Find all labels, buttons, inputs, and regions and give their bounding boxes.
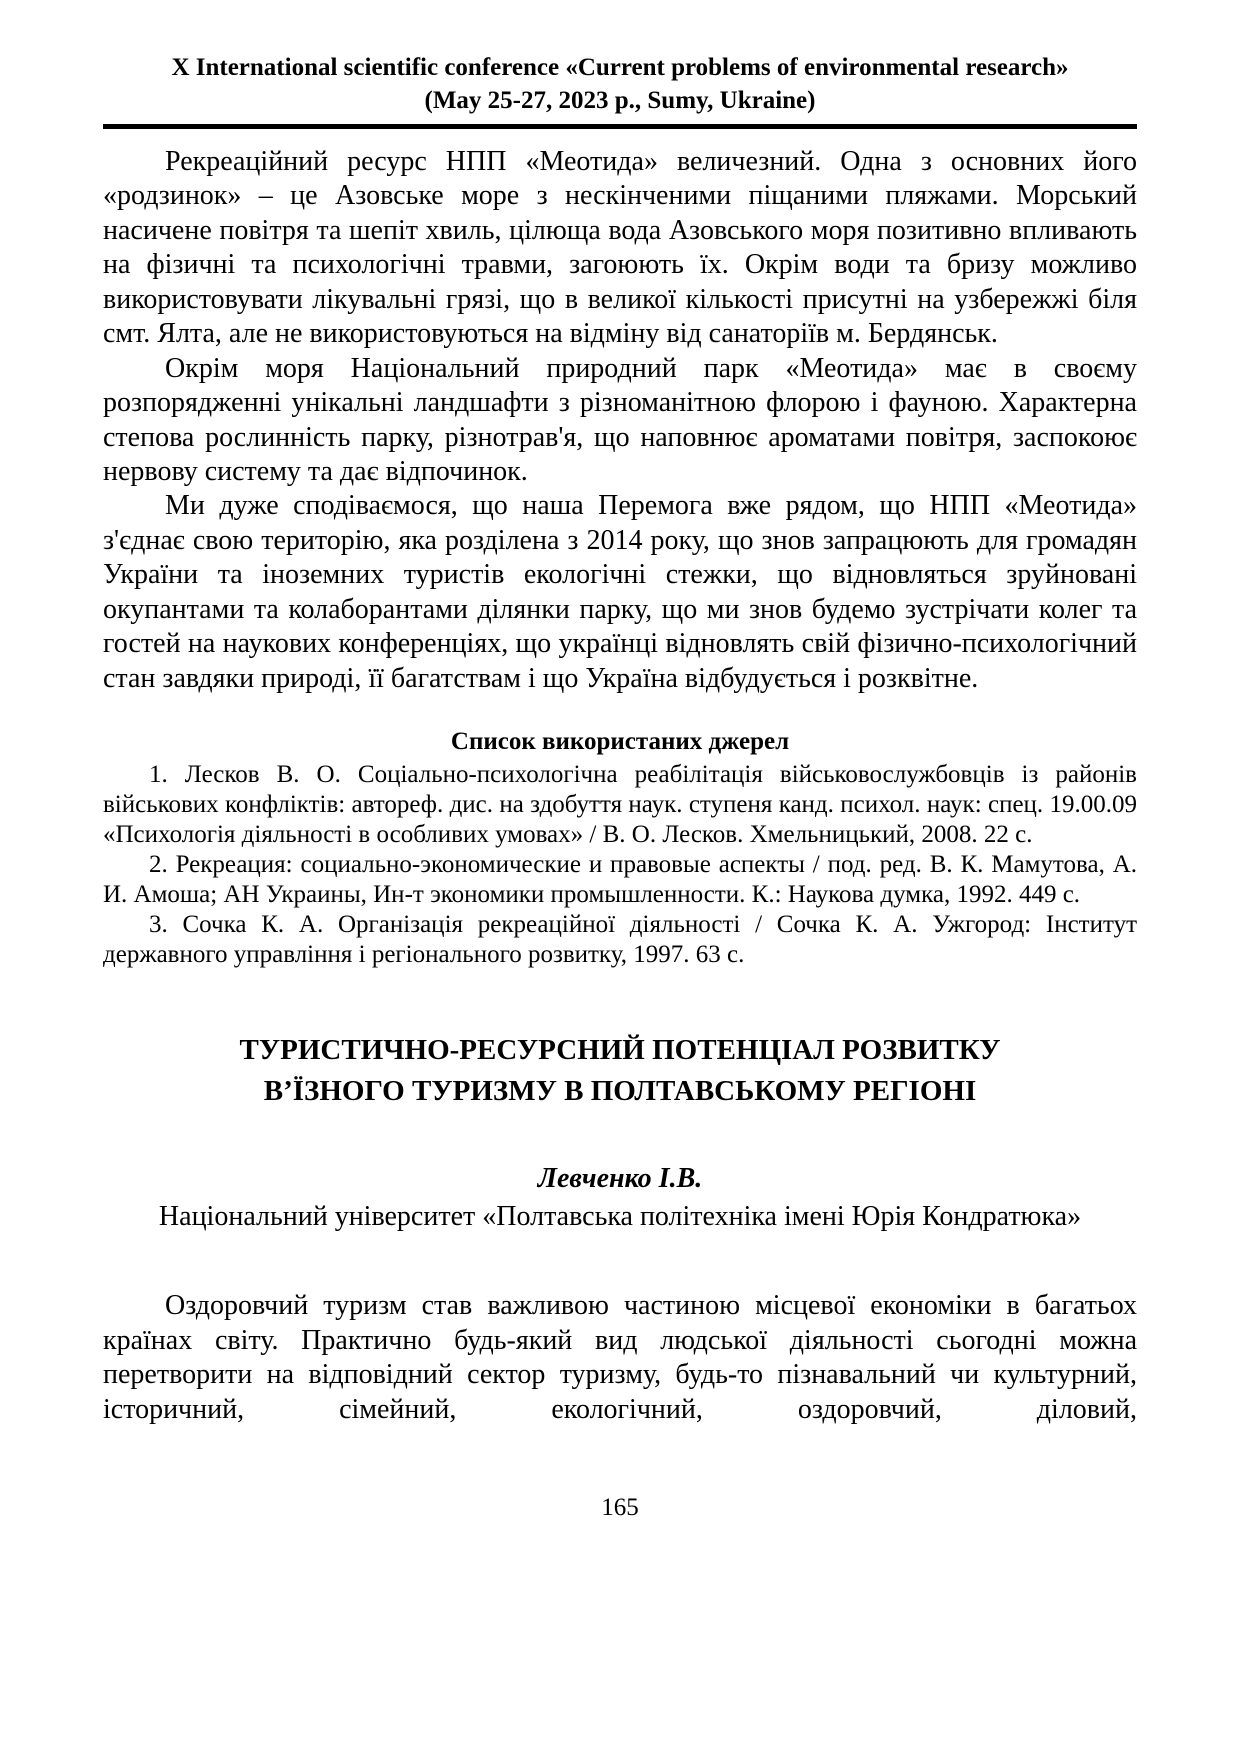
paragraph: Рекреаційний ресурс НПП «Меотида» величезний. Одна з основних його «родзинок» – це Азовське море з нескінченими піщаними пляжами. Морський насичене повітря та шепіт хвиль, цілюща вода Азовського моря позитивно впливають на фізичні та психологічні травми, загоюють їх. Окрім води та бризу можливо використовувати лікувальні грязі, що в великої кількості присутні на узбережжі біля смт. Ялта, але не використовуються на відміну від санаторіїв м. Бердянськ.: [103, 146, 1137, 350]
references-heading: Список використаних джерел: [450, 728, 790, 755]
paragraph: Оздоровчий туризм став важливою частиною місцевої економіки в багатьох країнах світу. Практично будь-який вид людської діяльності сьогодні можна перетворити на відповідний сектор туризму, будь-то пізнавальний чи культурний, історичний, сімейний, екологічний, оздоровчий, діловий,: [103, 1290, 1137, 1425]
reference-item: 3. Сочка К. А. Організація рекреаційної діяльності / Сочка К. А. Ужгород: Інститут державного управління і регіонального розвитку, 1997. 63 с.: [103, 911, 1137, 968]
paragraph: Ми дуже сподіваємося, що наша Перемога вже рядом, що НПП «Меотида» з'єднає свою територію, яка розділена з 2014 року, що знов запрацюють для громадян України та іноземних туристів екологічні стежки, що відновляться зруйновані окупантами та колаборантами ділянки парку, що ми знов будемо зустрічати колег та гостей на наукових конференціях, що українці відновлять свій фізично-психологічний стан завдяки природі, її багатствам і що Україна відбудується і розквітне.: [103, 490, 1137, 694]
conference-header: [103, 52, 1137, 117]
article-meotida-body: [103, 145, 1137, 970]
paragraph: Окрім моря Національний природний парк «Меотида» має в своєму розпорядженні унікальні ландшафти з різноманітною флорою і фауною. Характерна степова рослинність парку, різнотрав'я, що наповнює ароматами повітря, заспокоює нервову систему та дає відпочинок.: [103, 352, 1137, 487]
page-footer: [0, 1494, 1240, 1522]
article-title: ТУРИСТИЧНО-РЕСУРСНИЙ ПОТЕНЦІАЛ РОЗВИТКУ В’ЇЗНОГО ТУРИЗМУ В ПОЛТАВСЬКОМУ РЕГІОНІ: [239, 1034, 1001, 1107]
conference-date-location: (May 25-27, 2023 р., Sumy, Ukraine): [424, 86, 816, 114]
reference-item: 2. Рекреация: социально-экономические и правовые аспекты / под. ред. В. К. Мамутова, А. И. Амоша; АН Украины, Ин-т экономики промышленности. К.: Наукова думка, 1992. 449 с.: [103, 851, 1137, 908]
author-affiliation: Національний університет «Полтавська політехніка імені Юрія Кондратюка»: [158, 1201, 1082, 1233]
reference-item: 1. Лесков В. О. Соціально-психологічна реабілітація військовослужбовців із районів військових конфліктів: автореф. дис. на здобуття наук. ступеня канд. психол. наук: спец. 19.00.09 «Психологія діяльності в особливих умовах» / В. О. Лесков. Хмельницький, 2008. 22 с.: [103, 761, 1137, 848]
conference-title: X International scientific conference «Current problems of environmental research»: [171, 54, 1069, 81]
page-number: 165: [601, 1494, 639, 1521]
author-name: Левченко І.В.: [537, 1163, 703, 1195]
article-poltava: [103, 1030, 1137, 1427]
header-rule: [103, 124, 1137, 129]
